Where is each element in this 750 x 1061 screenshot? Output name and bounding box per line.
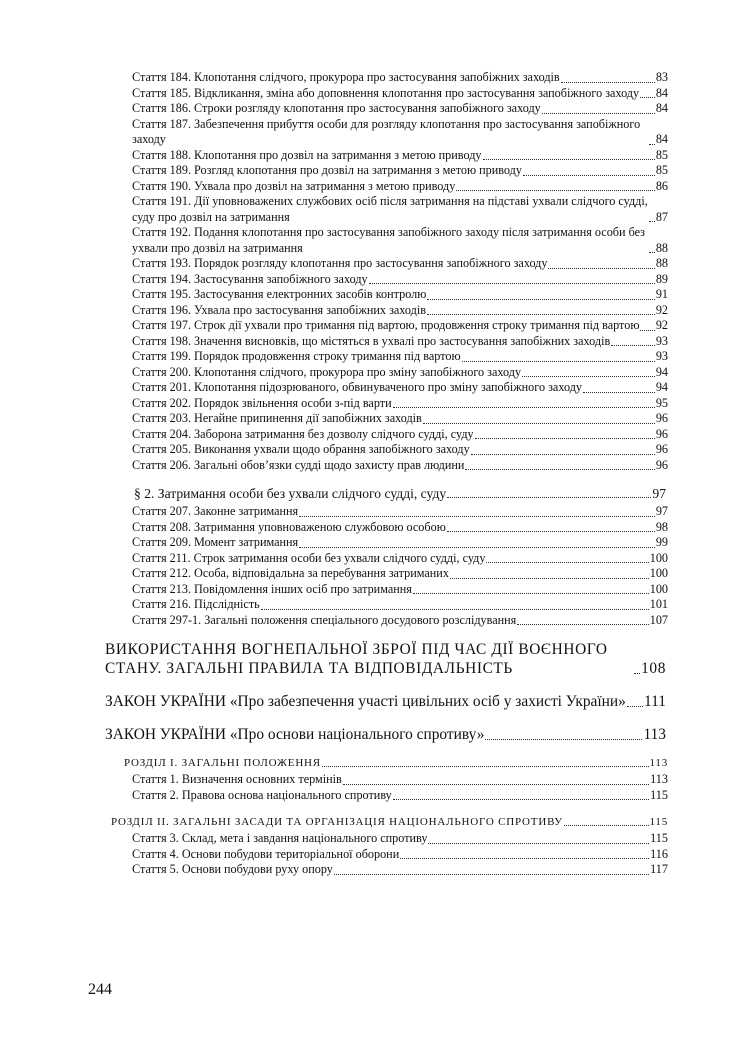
- toc-entry: Стаття 185. Відкликання, зміна або доповнення клопотання про застосування запобіжного заходу 84: [132, 85, 668, 100]
- toc-entry: Стаття 216. Підслідність 101: [132, 597, 668, 611]
- toc-entry: Стаття 196. Ухвала про застосування запобіжних заходів 92: [132, 302, 668, 317]
- toc-entry: Стаття 190. Ухвала про дозвіл на затримання з метою приводу 86: [132, 178, 668, 193]
- toc-entry: Стаття 204. Заборона затримання без дозволу слідчого судді, суду 96: [132, 426, 668, 441]
- toc-entry: Стаття 189. Розгляд клопотання про дозвіл на затримання з метою приводу 85: [132, 163, 668, 177]
- table-of-contents: [0, 70, 750, 878]
- toc-entry: Стаття 184. Клопотання слідчого, прокурора про застосування запобіжних заходів 83: [132, 70, 668, 84]
- toc-entry: Стаття 188. Клопотання про дозвіл на затримання з метою приводу 85: [132, 147, 668, 162]
- toc-entry: Стаття 197. Строк дії ухвали про тримання під вартою, продовження строку тримання під вартою 92: [132, 318, 668, 332]
- toc-entry: Стаття 186. Строки розгляду клопотання про застосування запобіжного заходу 84: [132, 101, 668, 115]
- toc-entry: Стаття 5. Основи побудови руху опору 117: [132, 862, 668, 876]
- toc-entry: Стаття 205. Виконання ухвали щодо обрання запобіжного заходу 96: [132, 442, 668, 456]
- toc-entry: Стаття 213. Повідомлення інших осіб про затримання 100: [132, 581, 668, 596]
- toc-entry: Стаття 187. Забезпечення прибуття особи для розгляду клопотання про застосування запобіжного заходу 84: [132, 116, 668, 146]
- toc-entry: Стаття 297-1. Загальні положення спеціального досудового розслідування 107: [132, 612, 668, 627]
- toc-entry: Стаття 199. Порядок продовження строку тримання під вартою 93: [132, 349, 668, 363]
- toc-entry: Стаття 195. Застосування електронних засобів контролю 91: [132, 287, 668, 301]
- toc-entry: Стаття 198. Значення висновків, що містяться в ухвалі про застосування запобіжних заходів 93: [132, 333, 668, 348]
- toc-entry: Стаття 3. Склад, мета і завдання національного спротиву 115: [132, 831, 668, 845]
- toc-chapter-heading: РОЗДІЛ І. ЗАГАЛЬНІ ПОЛОЖЕННЯ 113: [124, 757, 668, 769]
- toc-part-heading: ВИКОРИСТАННЯ ВОГНЕПАЛЬНОЇ ЗБРОЇ ПІД ЧАС ДІЇ ВОЄННОГО СТАНУ. ЗАГАЛЬНІ ПРАВИЛА ТА ВІДПОВІДАЛЬНІСТЬ 108: [105, 641, 666, 677]
- toc-entry: Стаття 194. Застосування запобіжного заходу 89: [132, 271, 668, 286]
- toc-entry: Стаття 202. Порядок звільнення особи з-під варти 95: [132, 395, 668, 410]
- toc-entry: Стаття 209. Момент затримання 99: [132, 535, 668, 549]
- toc-entry: Стаття 200. Клопотання слідчого, прокурора про зміну запобіжного заходу 94: [132, 364, 668, 379]
- toc-entry: Стаття 193. Порядок розгляду клопотання про застосування запобіжного заходу 88: [132, 256, 668, 270]
- page-number: 244: [88, 981, 112, 998]
- toc-entry: Стаття 192. Подання клопотання про застосування запобіжного заходу після затримання особи без ухвали про дозвіл на затримання 88: [132, 225, 668, 255]
- toc-entry: Стаття 211. Строк затримання особи без ухвали слідчого судді, суду 100: [132, 550, 668, 565]
- toc-section-heading: § 2. Затримання особи без ухвали слідчого судді, суду 97: [134, 486, 666, 501]
- toc-part-heading: ЗАКОН УКРАЇНИ «Про забезпечення участі цивільних осіб у захисті України» 111: [105, 693, 666, 710]
- toc-entry: Стаття 203. Негайне припинення дії запобіжних заходів 96: [132, 411, 668, 425]
- toc-entry: Стаття 206. Загальні обов’язки судді щодо захисту прав людини 96: [132, 457, 668, 472]
- toc-entry: Стаття 4. Основи побудови територіальної оборони 116: [132, 846, 668, 861]
- toc-entry: Стаття 212. Особа, відповідальна за перебування затриманих 100: [132, 566, 668, 580]
- toc-entry: Стаття 201. Клопотання підозрюваного, обвинуваченого про зміну запобіжного заходу 94: [132, 380, 668, 394]
- toc-entry: Стаття 207. Законне затримання 97: [132, 504, 668, 518]
- toc-entry: Стаття 208. Затримання уповноваженою службовою особою 98: [132, 519, 668, 534]
- toc-entry: Стаття 191. Дії уповноважених службових осіб після затримання на підставі ухвали слідчого судді, суду про дозвіл на затримання 87: [132, 194, 668, 224]
- toc-part-heading: ЗАКОН УКРАЇНИ «Про основи національного спротиву» 113: [105, 726, 666, 743]
- toc-chapter-heading: РОЗДІЛ ІІ. ЗАГАЛЬНІ ЗАСАДИ ТА ОРГАНІЗАЦІЯ НАЦІОНАЛЬНОГО СПРОТИВУ 115: [111, 816, 668, 828]
- toc-entry: Стаття 2. Правова основа національного спротиву 115: [132, 787, 668, 802]
- toc-entry: Стаття 1. Визначення основних термінів 113: [132, 772, 668, 786]
